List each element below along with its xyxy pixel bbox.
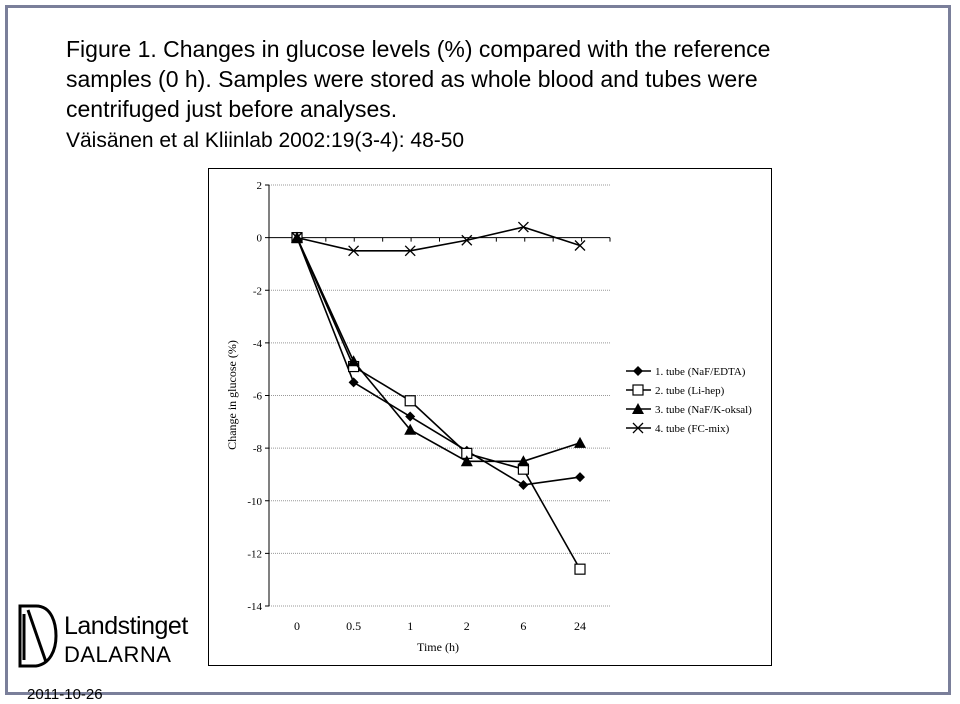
logo-mark-icon	[16, 604, 60, 668]
legend-label: 1. tube (NaF/EDTA)	[655, 366, 746, 378]
data-point	[575, 564, 585, 574]
data-point	[575, 472, 585, 482]
data-point	[405, 396, 415, 406]
series-line	[297, 238, 580, 570]
logo-text-landstinget: Landstinget	[64, 612, 188, 640]
logo-text-dalarna: DALARNA	[64, 642, 172, 667]
footer-date: 2011-10-26	[27, 686, 103, 703]
caption-line-3: centrifuged just before analyses.	[66, 96, 398, 122]
caption-line-2: samples (0 h). Samples were stored as whole blood and tubes were	[66, 66, 758, 92]
y-tick-label: 2	[256, 180, 262, 192]
y-tick-label: -8	[252, 443, 262, 456]
x-axis-label: Time (h)	[417, 640, 459, 654]
data-point	[349, 377, 359, 387]
x-tick-label: 1	[407, 619, 414, 633]
y-tick-label: -14	[247, 601, 262, 613]
legend-label: 4. tube (FC-mix)	[655, 423, 730, 435]
legend-label: 3. tube (NaF/K-oksal)	[655, 404, 752, 416]
y-tick-label: -2	[252, 285, 262, 298]
caption-line-1: Figure 1. Changes in glucose levels (%) compared with the reference	[66, 36, 771, 62]
x-tick-label: 6	[520, 619, 527, 633]
y-tick-label: -10	[247, 495, 262, 508]
x-tick-label: 24	[574, 619, 586, 633]
y-tick-label: 0	[256, 232, 262, 245]
y-tick-label: -12	[247, 548, 262, 561]
legend-marker	[633, 366, 643, 376]
x-tick-label: 2	[463, 619, 470, 633]
y-tick-label: -4	[252, 337, 262, 350]
series-line	[297, 227, 580, 251]
data-point	[518, 480, 528, 490]
data-point	[405, 412, 415, 422]
legend-label: 2. tube (Li-hep)	[655, 385, 725, 397]
y-tick-label: -6	[252, 390, 262, 403]
caption-citation: Väisänen et al Kliinlab 2002:19(3-4): 48-50	[66, 129, 465, 152]
x-tick-label: 0	[294, 619, 300, 633]
data-point	[574, 437, 586, 448]
x-tick-label: 0.5	[346, 619, 362, 633]
legend-marker	[633, 385, 643, 395]
y-axis-label: Change in glucose (%)	[225, 340, 239, 450]
landstinget-dalarna-logo	[16, 604, 206, 668]
